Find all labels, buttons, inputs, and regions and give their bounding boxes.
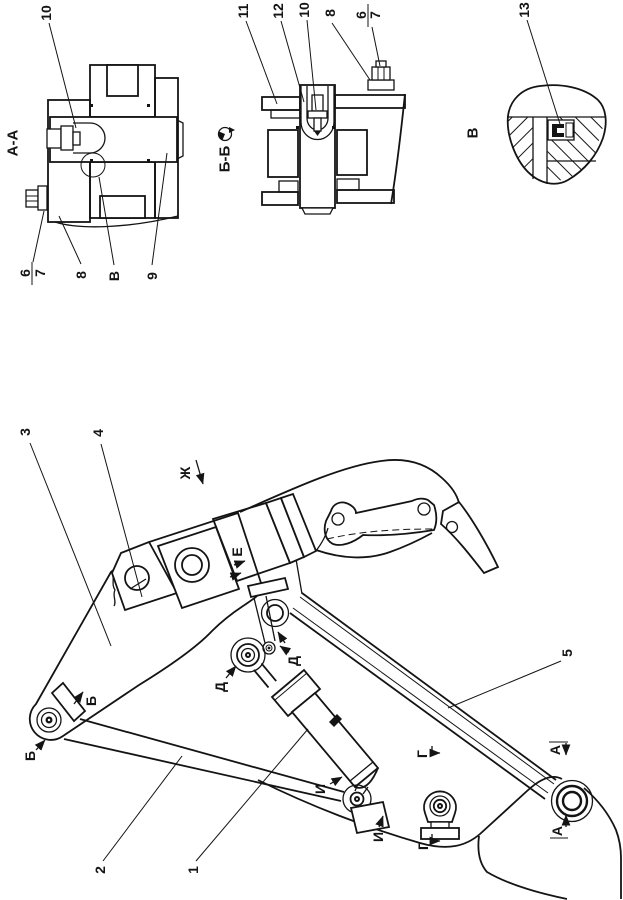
bb-bolt-pad [368,80,394,90]
aa-seal-dot [90,159,93,162]
aa-bolt-washer [61,126,73,150]
leader-aa-10 [49,23,76,128]
base-lug-g-plate [421,828,459,839]
leader-part-2 [103,756,182,861]
tooth [441,502,498,573]
callout-aa-10: 10 [37,5,54,21]
callout-v-13: 13 [515,2,532,18]
base-lug-g-pin-center [439,805,441,807]
section-b-arrow-bottom [36,740,45,750]
section-i-arrow-top [330,777,342,784]
callout-bb-10: 10 [295,2,312,18]
leader-aa-6-7 [33,211,44,262]
section-g-label-top: Г [413,750,430,758]
view-zh-arrow [196,460,203,484]
bb-top-bolt-head [372,67,390,80]
leader-part-3 [30,443,111,646]
arm-bottom-inner [293,608,548,793]
cyl-barrel [292,693,378,787]
section-a-label-top: А [546,744,563,756]
bb-seal-dot [296,126,299,129]
bb-left-bottom [262,192,298,205]
section-i-label-top: И [311,783,328,795]
head-arm-connector [296,559,302,594]
bb-right-bushing [337,130,367,175]
section-a-label-bottom: А [548,825,565,837]
bb-seal-dot [332,126,335,129]
callout-bb-12: 12 [269,3,286,19]
leader-bb-6-7 [372,27,380,66]
callout-aa-7: 7 [31,269,48,277]
v-hatch-left [506,117,533,180]
aa-top-notch [107,65,138,96]
callout-aa-6: 6 [16,269,33,277]
rotated-section-icon [219,127,236,141]
aa-side-bolt-washer [38,186,47,210]
callout-bb-6: 6 [352,11,369,19]
bb-top-bolt-cap [376,61,386,67]
section-bb-view [216,2,405,214]
leader-v-13 [527,20,560,124]
base-frame-right-edge [584,788,621,899]
callout-bb-11: 11 [234,3,251,19]
arm-bottom-outer [290,613,545,799]
callout-bb-7: 7 [366,11,383,19]
section-b-label-bottom: Б [21,750,38,762]
bb-bolt-washer [308,111,327,118]
leader-aa-8 [59,216,81,264]
leader-part-5 [448,661,561,708]
callout-part-2: 2 [91,866,108,874]
aa-seal-dot [90,104,93,107]
section-bb-title: Б-Б [216,145,234,173]
bb-right-step [337,179,359,190]
callout-bb-8: 8 [321,9,338,17]
rod-clevis-pin-center [247,654,249,656]
callout-aa-9: 9 [143,272,160,280]
bb-bolt-body [312,95,323,111]
base-frame-bottom-edge [478,836,567,899]
view-d-arrow-left [226,666,236,678]
head-clevis-boss [262,600,289,627]
arm-pivot-bore [563,792,581,810]
bb-housing-edge [391,94,405,204]
section-aa-title: А-А [4,129,22,157]
bb-left-bushing [268,130,298,177]
cyl-rod-edge-1 [254,670,269,688]
base-lug-i-pin-center [356,798,358,800]
view-d-label-right: Д [284,656,301,666]
bb-left-flange2 [271,110,300,118]
main-assembly-view [17,428,621,899]
aa-bolt-stem [73,132,80,145]
callout-part-1: 1 [184,866,201,874]
aa-seal-dot [147,159,150,162]
section-e-label: Е [228,547,245,557]
detail-v-title: В [464,127,482,139]
bb-right-bottom [337,190,394,203]
section-i-label-bottom: И [369,831,386,843]
link-edge-right [266,596,275,641]
bb-right-flange [335,95,405,108]
callout-aa-8: 8 [72,271,89,279]
base-lug-g-stem [431,822,449,828]
view-d-arrow-right-1 [280,646,289,652]
callout-part-3: 3 [16,428,33,436]
leader-bb-8 [332,23,370,80]
link-pin-dot [268,647,271,650]
callout-part-4: 4 [89,429,106,437]
section-aa-view [4,5,183,285]
bb-pin-foot [302,208,333,214]
callout-part-5: 5 [558,649,575,657]
leader-bb-11 [246,21,277,104]
detail-v-view [464,2,606,185]
bb-left-flange [262,97,300,110]
tie-rod-top-edge [80,719,344,795]
aa-bolt-head [47,129,61,148]
base-lug-i-keeper [351,802,389,833]
aa-side-bolt-head [26,190,38,207]
view-d-label-left: Д [211,682,228,692]
tie-rod-bottom-edge [64,739,341,801]
section-g-mark-top [432,746,440,753]
view-d-arrow-right-2 [278,632,285,643]
cyl-rod-edge-2 [262,663,277,681]
leader-aa-v [99,177,114,265]
aa-bottom-notch [100,196,145,218]
base-frame-top-edge [258,777,562,847]
arm-pivot-outer [557,786,587,816]
leader-bb-12 [281,21,304,102]
bb-left-step [279,181,298,192]
callout-aa-v: В [105,270,122,282]
section-g-label-bottom: Г [414,842,431,850]
section-b-label-top: Б [82,695,99,707]
aa-seal-dot [147,104,150,107]
view-zh-label: Ж [176,466,193,480]
boom-pivot-pin-center [48,719,50,721]
bb-bolt-stem [314,118,321,131]
